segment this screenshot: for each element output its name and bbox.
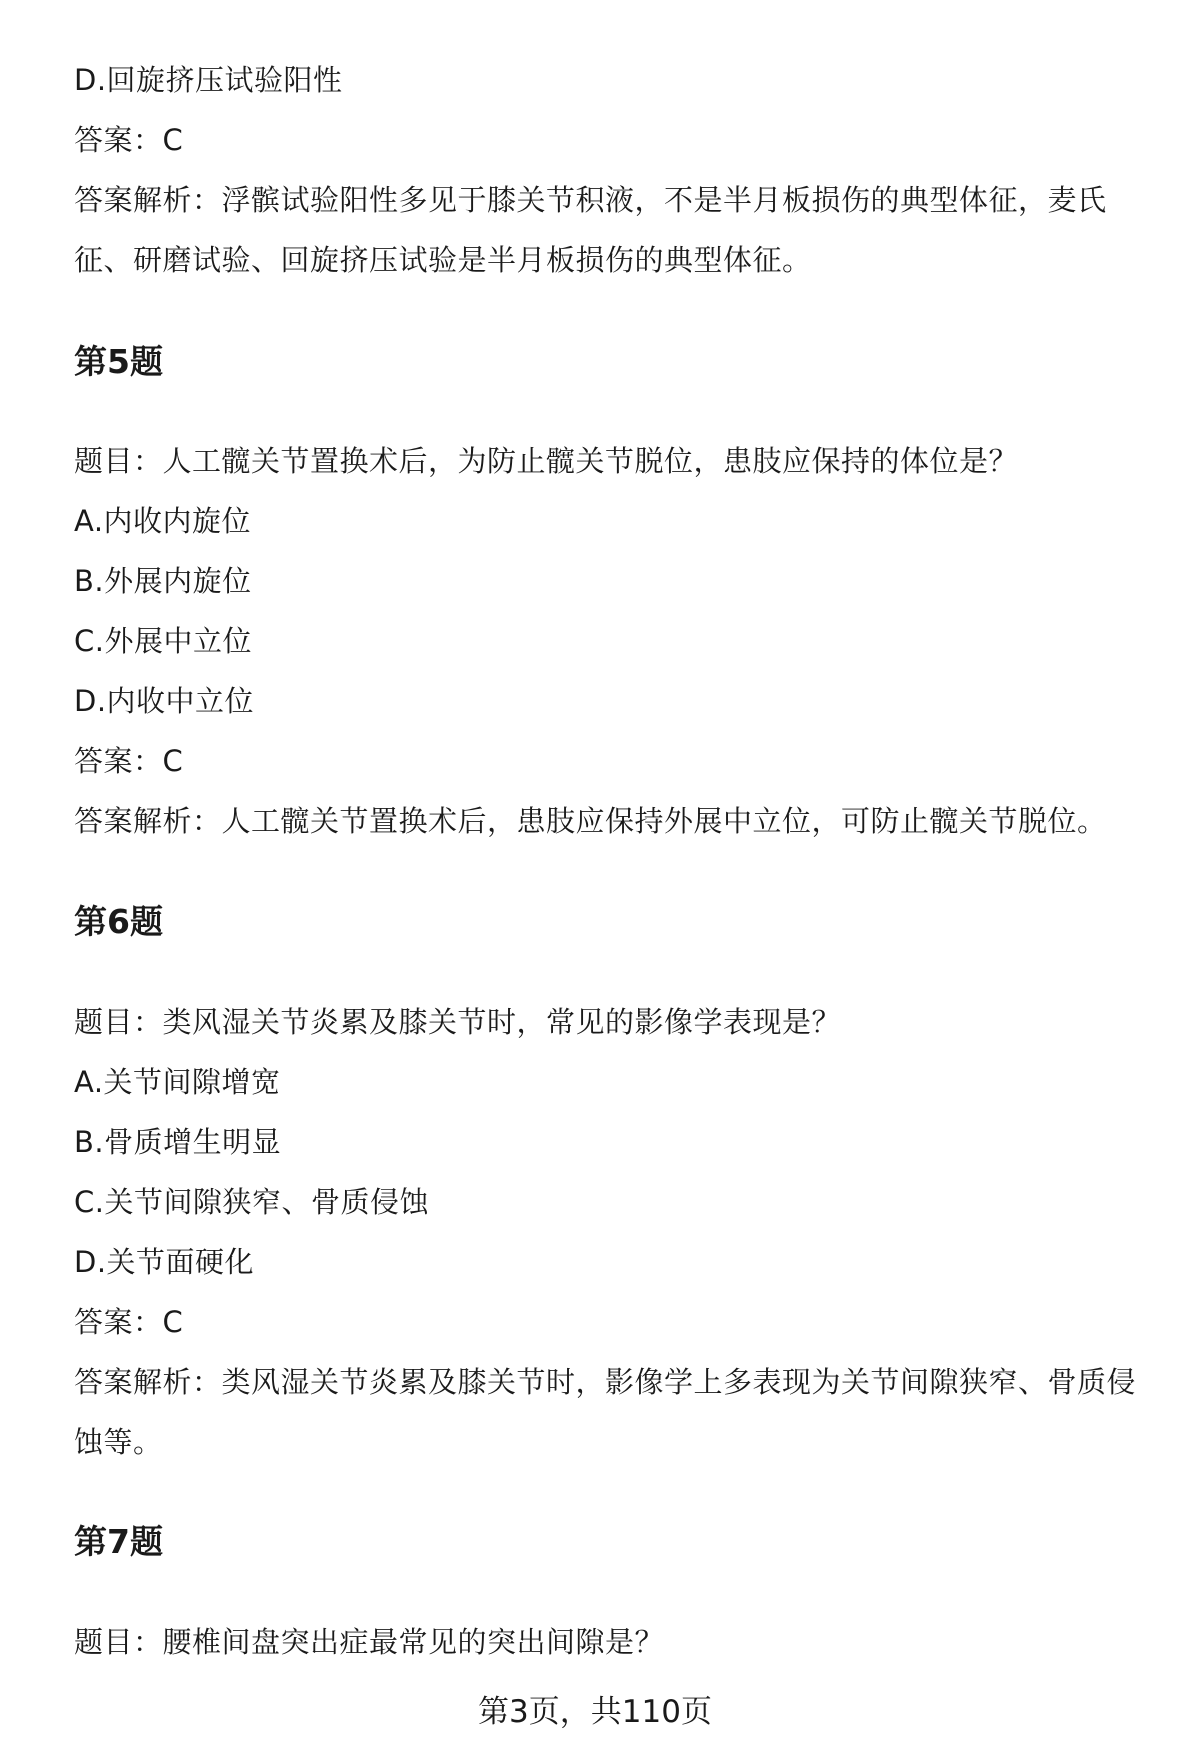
q6-answer: 答案：C [74, 1305, 184, 1339]
q6-analysis-line-1: 答案解析：类风湿关节炎累及膝关节时，影像学上多表现为关节间隙狭窄、骨质侵 [74, 1365, 1137, 1399]
q6-analysis-line-2: 蚀等。 [74, 1425, 163, 1459]
q6-option-d: D.关节面硬化 [74, 1245, 255, 1279]
q4-option-d: D.回旋挤压试验阳性 [74, 63, 343, 97]
page-indicator: 第3页，共110页 [478, 1694, 712, 1730]
q6-option-a: A.关节间隙增宽 [74, 1065, 281, 1099]
q4-analysis-line-2: 征、研磨试验、回旋挤压试验是半月板损伤的典型体征。 [74, 243, 812, 277]
q5-heading: 第5题 [74, 342, 163, 381]
q4-analysis-line-1: 答案解析：浮髌试验阳性多见于膝关节积液，不是半月板损伤的典型体征，麦氏 [74, 183, 1107, 217]
q5-option-a: A.内收内旋位 [74, 504, 252, 538]
q6-option-c: C.关节间隙狭窄、骨质侵蚀 [74, 1185, 429, 1219]
q5-question: 题目：人工髋关节置换术后，为防止髋关节脱位，患肢应保持的体位是？ [74, 444, 1019, 478]
q6-question: 题目：类风湿关节炎累及膝关节时，常见的影像学表现是？ [74, 1005, 842, 1039]
q5-analysis-line-1: 答案解析：人工髋关节置换术后，患肢应保持外展中立位，可防止髋关节脱位。 [74, 804, 1107, 838]
q7-question: 题目：腰椎间盘突出症最常见的突出间隙是？ [74, 1625, 665, 1659]
q4-answer: 答案：C [74, 123, 184, 157]
q5-option-d: D.内收中立位 [74, 684, 255, 718]
q6-heading: 第6题 [74, 902, 163, 941]
q6-option-b: B.骨质增生明显 [74, 1125, 282, 1159]
q7-heading: 第7题 [74, 1522, 163, 1561]
q5-option-c: C.外展中立位 [74, 624, 252, 658]
q5-option-b: B.外展内旋位 [74, 564, 252, 598]
q5-answer: 答案：C [74, 744, 184, 778]
